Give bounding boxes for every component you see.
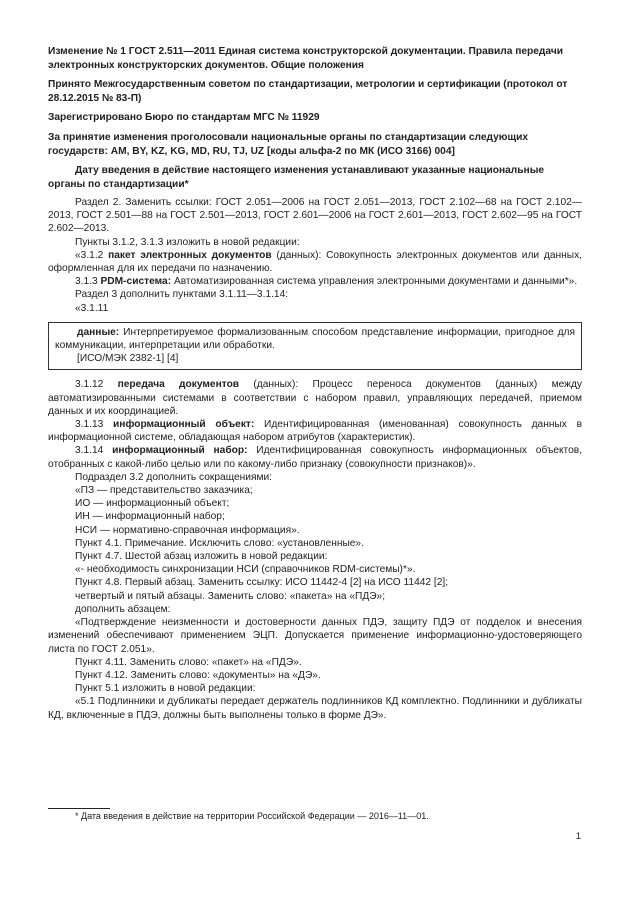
paragraph: «Подтверждение неизменности и достоверности данных ПДЭ, защиту ПДЭ от подделок и внесения изменений обеспечивают применением ЭЦП. Допускается применение информационно-удостоверяющего листа по ГОСТ 2.051». <box>48 617 582 655</box>
clause-number: 3.1.3 <box>75 276 101 288</box>
term-paragraph <box>48 249 582 275</box>
paragraph: Пункт 4.8. Первый абзац. Заменить ссылку: ИСО 11442-4 [2] на ИСО 11442 [2]; <box>75 577 449 589</box>
paragraph: Пункт 4.11. Заменить слово: «пакет» на «ПДЭ». <box>75 656 302 668</box>
paragraph: Пункты 3.1.2, 3.1.3 изложить в новой редакции: <box>75 236 300 248</box>
term-definition: Автоматизированная система управления электронными документами и данными*». <box>171 276 578 288</box>
term-paragraph <box>48 378 582 418</box>
page-number: 1 <box>575 831 581 842</box>
document-header <box>48 45 582 191</box>
term-name: пакет электронных документов <box>108 249 272 261</box>
term-name: данные: <box>77 326 120 338</box>
document-body <box>48 196 582 722</box>
voting-note: За принятие изменения проголосовали национальные органы по стандартизации следующих государств: AM, BY, KZ, KG, MD, RU, TJ, UZ [коды альфа-2 по МК (ИСО 3166) 004] <box>48 131 529 157</box>
clause-number: 3.1.13 <box>75 419 114 431</box>
paragraph: Раздел 2. Заменить ссылки: ГОСТ 2.051—2006 на ГОСТ 2.051—2013, ГОСТ 2.102—68 на ГОСТ 2.102—2013, ГОСТ 2.501—88 на ГОСТ 2.501—2013, ГОСТ 2.601—2006 на ГОСТ 2.601—2013, ГОСТ 2.602—95 на ГОСТ 2.602—2013. <box>48 197 582 235</box>
term-definition: (данных): Процесс переноса документов (данных) между автоматизированными системами в соответствии с набором правил, управляющих передачей, приемом данных и их координацией. <box>48 379 582 417</box>
paragraph: Пункт 4.7. Шестой абзац изложить в новой редакции: <box>75 551 328 563</box>
term-name: информационный объект: <box>113 419 255 431</box>
term-definition: Интерпретируемое формализованным способом представление информации, пригодное для коммуникации, интерпретации или обработки. <box>55 326 575 352</box>
footnote: * Дата введения в действие на территории Российской Федерации — 2016—11—01. <box>75 811 429 821</box>
paragraph: четвертый и пятый абзацы. Заменить слово: «пакета» на «ПДЭ»; <box>75 590 386 602</box>
list-item: НСИ — нормативно-справочная информация». <box>75 524 300 536</box>
adoption-note: Принято Межгосударственным советом по стандартизации, метрологии и сертификации (протокол от 28.12.2015 № 83-П) <box>48 79 568 104</box>
term-name: передача документов <box>117 379 240 391</box>
paragraph: «5.1 Подлинники и дубликаты передает держатель подлинников КД комплектно. Подлинники и дубликаты КД, включенные в ПДЭ, должны быть выполнены только в форме ДЭ». <box>48 696 582 721</box>
registration-note: Зарегистрировано Бюро по стандартам МГС № 11929 <box>48 112 320 124</box>
paragraph: «3.1.11 <box>75 302 109 314</box>
clause-number: 3.1.14 <box>75 445 113 457</box>
term-definition: (данных): Совокупность электронных документов или данных, оформленная для их передачи по назначению. <box>48 249 582 275</box>
paragraph: Пункт 5.1 изложить в новой редакции: <box>75 683 256 695</box>
list-item: ИН — информационный набор; <box>75 511 225 523</box>
list-item: ИО — информационный объект; <box>75 498 230 510</box>
term-paragraph <box>48 418 582 444</box>
term-paragraph <box>48 444 582 470</box>
paragraph: Пункт 4.12. Заменить слово: «документы» на «ДЭ». <box>75 669 321 681</box>
paragraph: Пункт 4.1. Примечание. Исключить слово: «установленные». <box>75 537 364 549</box>
term-name: информационный набор: <box>112 445 248 457</box>
list-item: «ПЗ — представительство заказчика; <box>75 485 253 497</box>
paragraph: Подраздел 3.2 дополнить сокращениями: <box>75 471 272 483</box>
paragraph: Раздел 3 дополнить пунктами 3.1.11—3.1.14: <box>75 289 289 301</box>
effective-date-note: Дату введения в действие настоящего изменения устанавливают указанные национальные органы по стандартизации* <box>48 165 545 190</box>
amendment-title: Изменение № 1 ГОСТ 2.511—2011 Единая система конструкторской документации. Правила передачи электронных конструкторских документов. Общие положения <box>48 46 563 71</box>
clause-number: «3.1.2 <box>75 249 109 261</box>
term-paragraph <box>48 275 582 288</box>
clause-number: 3.1.12 <box>75 379 118 391</box>
term-paragraph <box>55 326 575 352</box>
term-definition: Идентифицированная совокупность информационных объектов, отобранных с какой-либо целью или по какому-либо признаку (совокупности признаков)». <box>48 445 583 470</box>
footnote-separator <box>48 808 110 809</box>
term-name: PDM-система: <box>100 276 172 288</box>
paragraph: «- необходимость синхронизации НСИ (справочников RDM-системы)*». <box>75 564 416 576</box>
boxed-definition <box>48 322 582 371</box>
term-definition: Идентифицированная (именованная) совокупность данных в информационной системе, обладающая набором атрибутов (характеристик). <box>48 419 582 444</box>
definition-reference: [ИСО/МЭК 2382-1] [4] <box>77 353 179 365</box>
paragraph: дополнить абзацем: <box>75 603 171 615</box>
